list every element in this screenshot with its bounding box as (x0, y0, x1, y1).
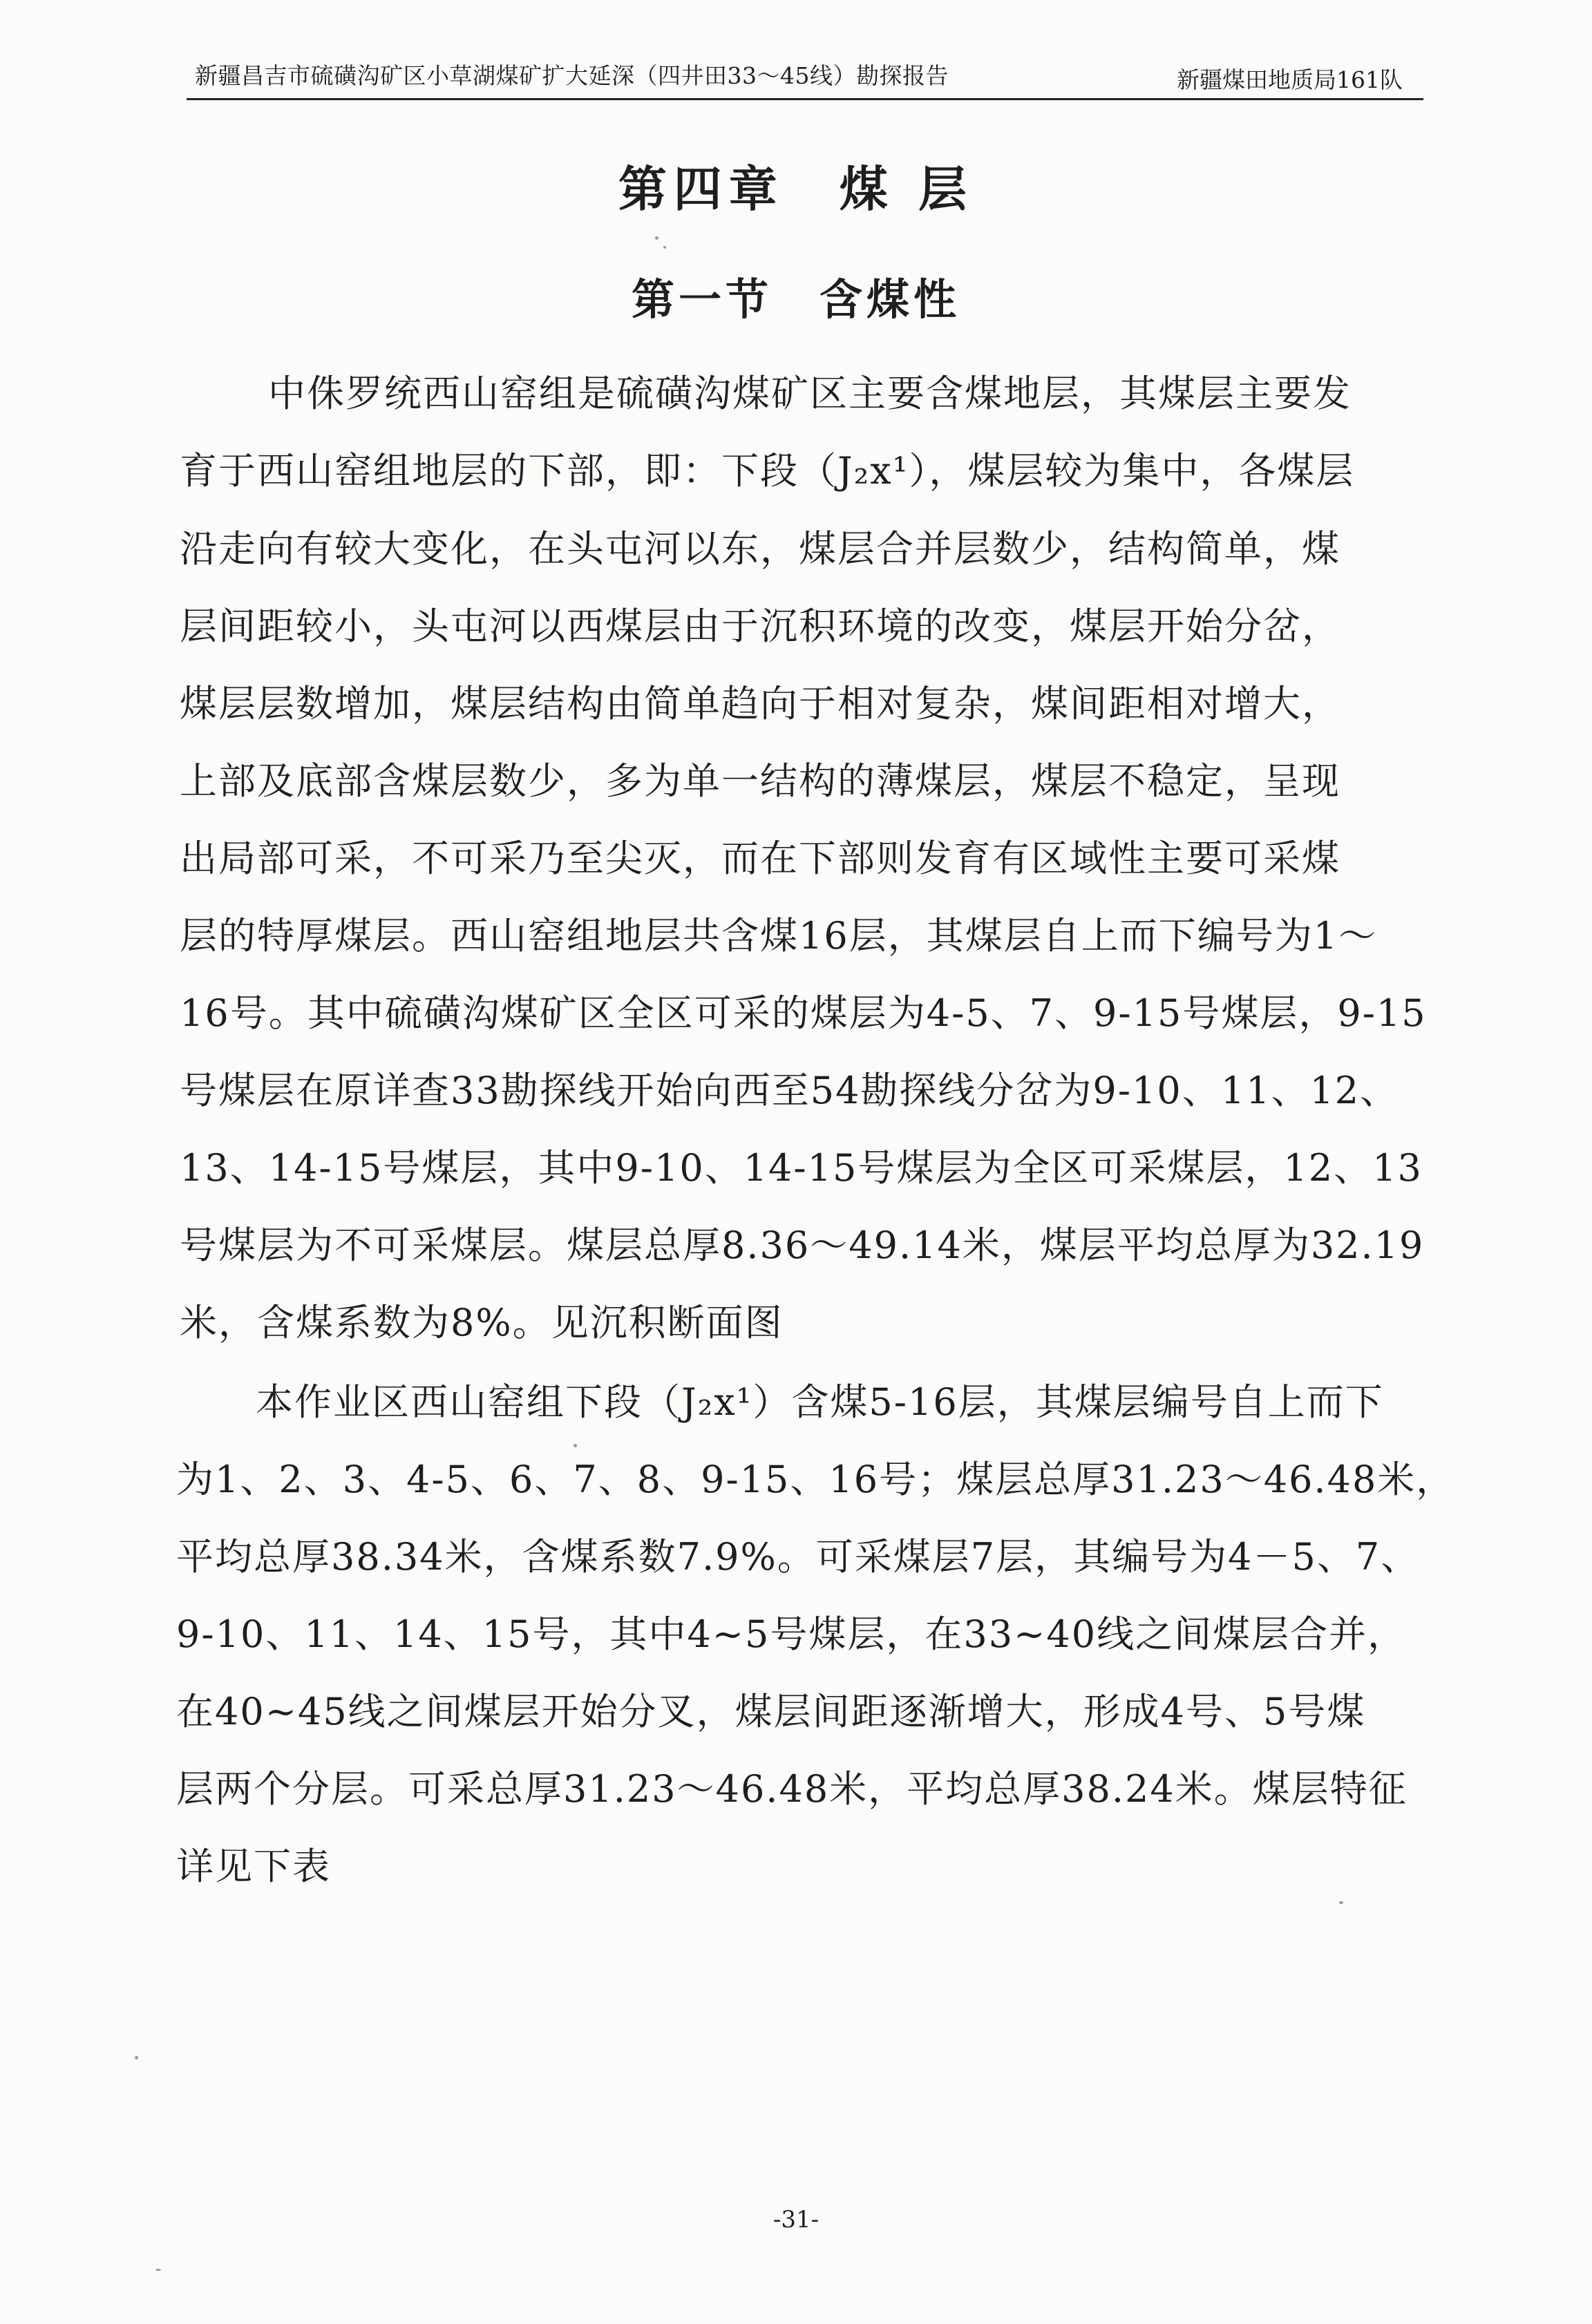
body-line: 煤层层数增加，煤层结构由简单趋向于相对复杂，煤间距相对增大， (180, 682, 1340, 725)
page-header (187, 54, 1423, 104)
body-line: 上部及底部含煤层数少，多为单一结构的薄煤层，煤层不稳定，呈现 (180, 759, 1340, 803)
scan-speck (155, 2269, 161, 2271)
body-line: 在40~45线之间煤层开始分叉，煤层间距逐渐增大，形成4号、5号煤 (176, 1690, 1366, 1733)
body-line: 沿走向有较大变化，在头屯河以东，煤层合并层数少，结构简单，煤 (180, 527, 1340, 571)
body-line: 号煤层在原详查33勘探线开始向西至54勘探线分岔为9-10、11、12、 (180, 1069, 1399, 1112)
scan-speck (663, 246, 666, 249)
section-title: 第一节 含煤性 (631, 274, 960, 325)
body-line: 层间距较小，头屯河以西煤层由于沉积环境的改变，煤层开始分岔， (180, 604, 1340, 648)
body-line: 为1、2、3、4-5、6、7、8、9-15、16号；煤层总厚31.23～46.48米， (176, 1458, 1455, 1501)
body-line: 中侏罗统西山窑组是硫磺沟煤矿区主要含煤地层，其煤层主要发 (268, 372, 1352, 415)
body-line: 育于西山窑组地层的下部，即：下段（J₂x¹），煤层较为集中，各煤层 (180, 449, 1355, 493)
body-line: 号煤层为不可采煤层。煤层总厚8.36～49.14米，煤层平均总厚为32.19 (180, 1223, 1425, 1267)
scan-speck (574, 1444, 577, 1447)
body-line: 9-10、11、14、15号，其中4~5号煤层，在33~40线之间煤层合并， (176, 1612, 1407, 1656)
chapter-title: 第四章 煤 层 (618, 161, 974, 218)
body-line: 层的特厚煤层。西山窑组地层共含煤16层，其煤层自上而下编号为1～ (180, 914, 1378, 958)
body-line: 出局部可采，不可采乃至尖灭，而在下部则发育有区域性主要可采煤 (180, 837, 1340, 880)
scan-speck (135, 2056, 138, 2059)
scan-speck (1339, 1901, 1343, 1904)
body-line: 米，含煤系数为8%。见沉积断面图 (180, 1301, 784, 1344)
body-line: 详见下表 (176, 1845, 331, 1888)
page-number: -31- (773, 2206, 819, 2233)
scan-speck (655, 236, 658, 240)
report-title: 新疆昌吉市硫磺沟矿区小草湖煤矿扩大延深（四井田33～45线）勘探报告 (195, 62, 949, 89)
body-line: 层两个分层。可采总厚31.23～46.48米，平均总厚38.24米。煤层特征 (176, 1767, 1408, 1811)
body-line: 平均总厚38.34米，含煤系数7.9%。可采煤层7层，其编号为4－5、7、 (176, 1535, 1420, 1579)
body-line: 16号。其中硫磺沟煤矿区全区可采的煤层为4-5、7、9-15号煤层，9-15 (180, 991, 1427, 1035)
body-line: 13、14-15号煤层，其中9-10、14-15号煤层为全区可采煤层，12、13 (180, 1146, 1423, 1190)
organization-name: 新疆煤田地质局161队 (1177, 66, 1403, 93)
header-rule (187, 98, 1423, 100)
body-line: 本作业区西山窑组下段（J₂x¹）含煤5-16层，其煤层编号自上而下 (256, 1380, 1384, 1424)
